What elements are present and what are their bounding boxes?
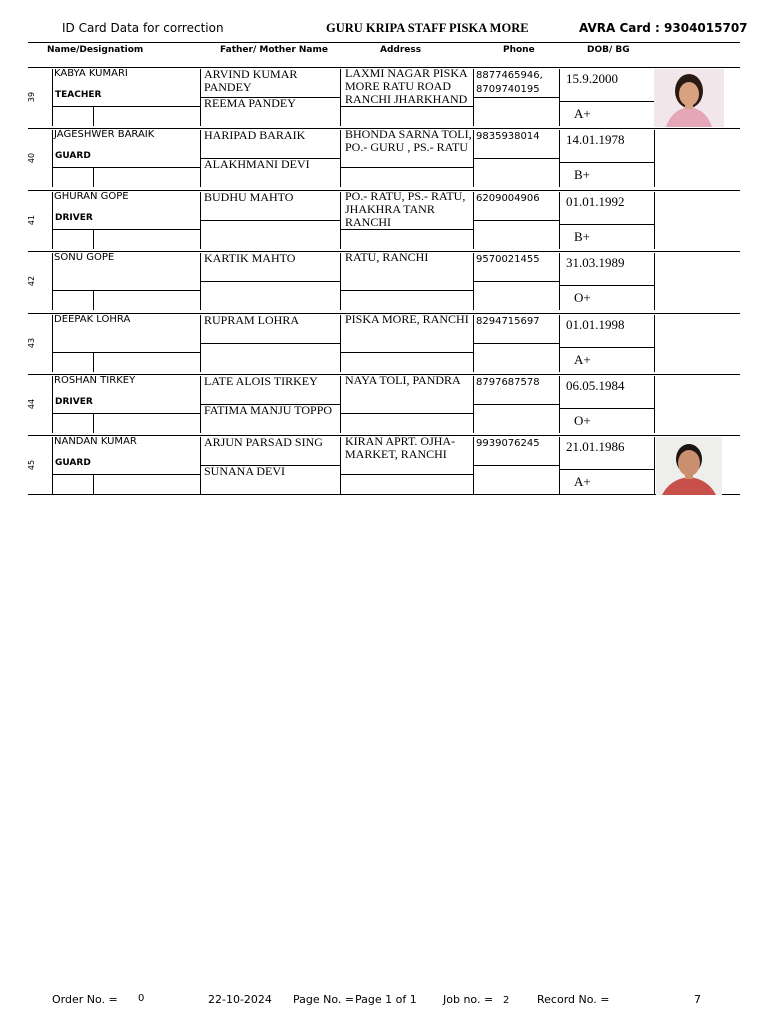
address: KIRAN APRT. OJHA-MARKET, RANCHI [345,434,456,461]
avra-card-number: AVRA Card : 9304015707 [579,21,748,35]
record-row [28,374,740,436]
cell-divider [473,281,559,282]
father-name: LATE ALOIS TIRKEY [204,374,318,388]
father-name: ARJUN PARSAD SING [204,435,323,449]
footer-date: 22-10-2024 [208,993,272,1006]
address: PO.- RATU, PS.- RATU, JHAKHRA TANR RANCHI [345,189,466,229]
cell-divider [559,162,654,163]
father-name: HARIPAD BARAIK [204,128,306,142]
cell-divider [559,408,654,409]
cell-divider [200,220,340,221]
employee-name: SONU GOPE [54,252,115,263]
cell-divider [52,437,53,494]
cell-divider [654,253,655,310]
date-of-birth: 01.01.1998 [566,317,625,332]
father-name: KARTIK MAHTO [204,251,296,265]
address: RATU, RANCHI [345,250,429,264]
record-number: 44 [27,398,36,410]
mother-name: FATIMA MANJU TOPPO [204,403,333,417]
cell-divider [340,167,473,168]
footer-job-label: Job no. = [443,993,494,1006]
date-of-birth: 14.01.1978 [566,132,625,147]
record-row [28,128,740,190]
phone-number: 9570021455 [476,254,540,265]
cell-divider [340,413,473,414]
phone-number: 9939076245 [476,438,540,449]
employee-name: KABYA KUMARI [54,68,128,79]
cell-divider [559,224,654,225]
address: PISKA MORE, RANCHI [345,312,469,326]
cell-divider [654,376,655,433]
phone-number: 9835938014 [476,131,540,142]
cell-divider [654,315,655,372]
cell-divider [340,376,341,433]
cell-divider [93,413,94,433]
cell-divider [654,437,655,494]
cell-divider [52,229,200,230]
cell-divider [340,253,341,310]
cell-divider [340,69,341,126]
employee-name: NANDAN KUMAR [54,436,137,447]
cell-divider [52,413,200,414]
date-of-birth: 15.9.2000 [566,71,618,86]
cell-divider [473,97,559,98]
record-row [28,190,740,252]
cell-divider [52,106,200,107]
mother-name: ALAKHMANI DEVI [204,157,310,171]
footer-record-label: Record No. = [537,993,610,1006]
cell-divider [93,290,94,310]
cell-divider [559,285,654,286]
record-number: 43 [27,337,36,349]
cell-divider [473,220,559,221]
cell-divider [340,229,473,230]
cell-divider [559,469,654,470]
cell-divider [93,167,94,187]
father-name: BUDHU MAHTO [204,190,294,204]
cell-divider [340,106,473,107]
employee-designation: GUARD [55,151,91,161]
father-name: ARVIND KUMAR PANDEY [204,67,298,94]
photo-record-39 [654,69,724,127]
footer-record-value: 7 [694,993,701,1006]
footer-job-value: 2 [503,995,510,1006]
employee-designation: GUARD [55,458,91,468]
col-header-parent: Father/ Mother Name [220,45,328,55]
cell-divider [200,343,340,344]
cell-divider [559,101,654,102]
employee-name: JAGESHWER BARAIK [54,129,155,140]
cell-divider [52,290,200,291]
mother-name: REEMA PANDEY [204,96,296,110]
blood-group: O+ [574,290,591,305]
col-header-dob-bg: DOB/ BG [587,45,630,55]
date-of-birth: 01.01.1992 [566,194,625,209]
cell-divider [340,192,341,249]
record-number: 40 [27,152,36,164]
cell-divider [52,376,53,433]
cell-divider [473,158,559,159]
record-row [28,313,740,375]
address: NAYA TOLI, PANDRA [345,373,461,387]
cell-divider [654,130,655,187]
phone-number: 6209004906 [476,193,540,204]
photo-record-45 [656,437,722,495]
address: BHONDA SARNA TOLI, PO.- GURU , PS.- RATU [345,127,472,154]
blood-group: O+ [574,413,591,428]
footer-page-label: Page No. = [293,993,355,1006]
cell-divider [52,69,53,126]
address: LAXMI NAGAR PISKA MORE RATU ROAD RANCHI JHARKHAND [345,66,468,106]
cell-divider [340,352,473,353]
record-number: 42 [27,275,36,287]
cell-divider [654,192,655,249]
cell-divider [559,347,654,348]
cell-divider [340,290,473,291]
employee-name: DEEPAK LOHRA [54,314,131,325]
date-of-birth: 31.03.1989 [566,255,625,270]
row-bottom-rule [28,494,740,495]
cell-divider [473,465,559,466]
employee-designation: DRIVER [55,213,93,223]
phone-number: 8797687578 [476,377,540,388]
blood-group: B+ [574,167,591,182]
blood-group: A+ [574,474,591,489]
employee-designation: DRIVER [55,397,93,407]
cell-divider [473,343,559,344]
blood-group: A+ [574,352,591,367]
col-header-name: Name/Designatiom [47,45,144,55]
cell-divider [52,474,200,475]
cell-divider [340,437,341,494]
cell-divider [52,192,53,249]
col-header-address: Address [380,45,422,55]
mother-name: SUNANA DEVI [204,464,285,478]
cell-divider [473,404,559,405]
cell-divider [52,253,53,310]
employee-name: GHURAN GOPE [54,191,129,202]
footer-page-value: Page 1 of 1 [355,993,417,1006]
date-of-birth: 21.01.1986 [566,439,625,454]
cell-divider [52,352,200,353]
cell-divider [52,315,53,372]
date-of-birth: 06.05.1984 [566,378,625,393]
record-row [28,67,740,129]
phone-number: 8294715697 [476,316,540,327]
document-subtitle: ID Card Data for correction [62,21,224,35]
cell-divider [93,352,94,372]
footer-order-value: 0 [138,993,145,1004]
blood-group: B+ [574,229,591,244]
cell-divider [93,229,94,249]
record-number: 45 [27,459,36,471]
record-number: 39 [27,91,36,103]
record-row [28,251,740,313]
cell-divider [340,315,341,372]
employee-name: ROSHAN TIRKEY [54,375,136,386]
father-name: RUPRAM LOHRA [204,313,300,327]
cell-divider [200,281,340,282]
header-divider [28,42,740,43]
employee-designation: TEACHER [55,90,102,100]
phone-number: 8877465946, 8709740195 [476,70,543,95]
footer-order-label: Order No. = [52,993,118,1006]
document-title: GURU KRIPA STAFF PISKA MORE [326,21,529,35]
cell-divider [93,106,94,126]
blood-group: A+ [574,106,591,121]
cell-divider [340,130,341,187]
cell-divider [52,130,53,187]
col-header-phone: Phone [503,45,535,55]
cell-divider [93,474,94,494]
cell-divider [52,167,200,168]
record-row [28,435,740,497]
record-number: 41 [27,214,36,226]
cell-divider [340,474,473,475]
